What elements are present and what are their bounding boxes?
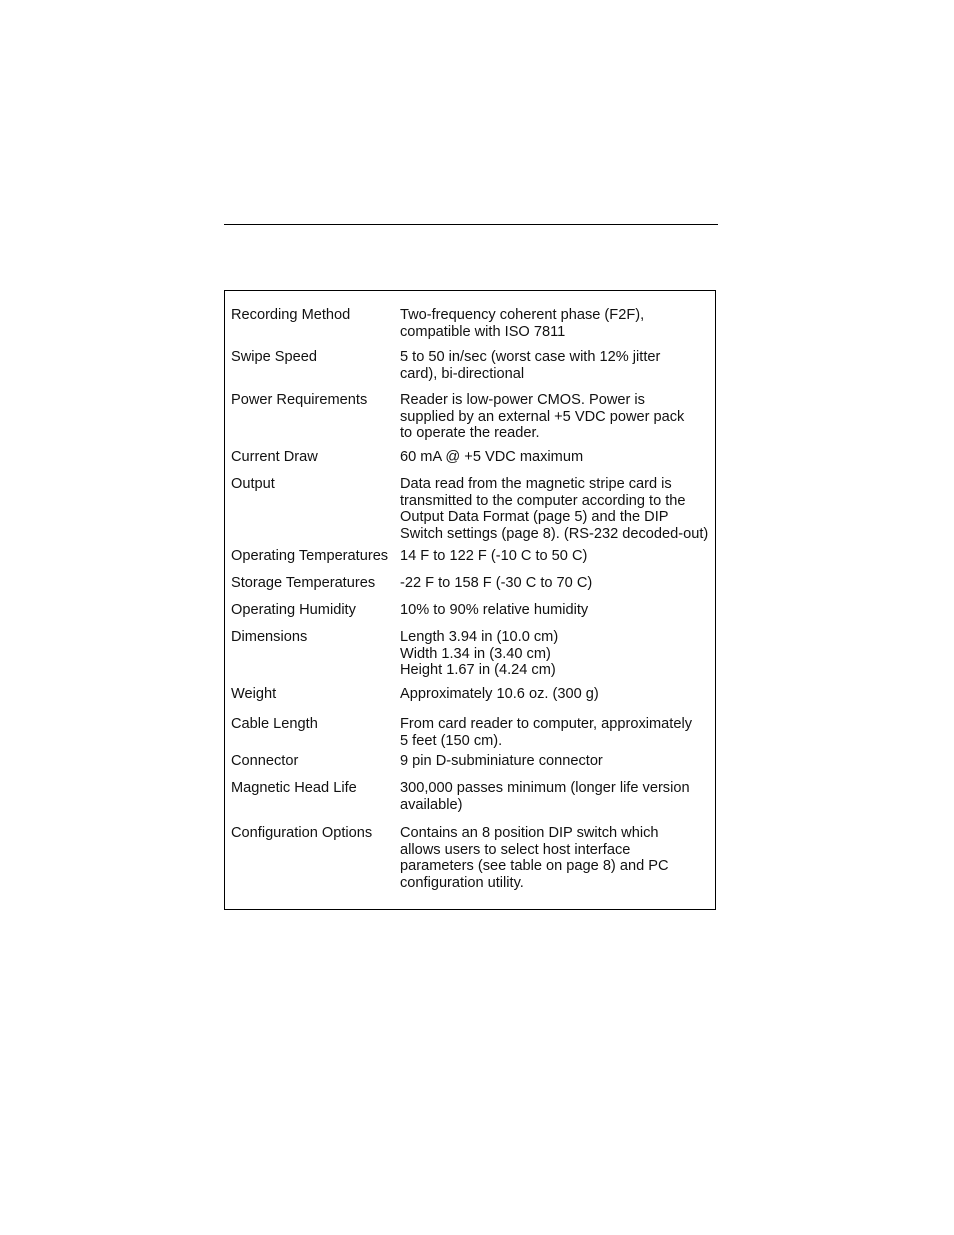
spec-value-line: allows users to select host interface bbox=[400, 841, 631, 858]
spec-value bbox=[400, 548, 718, 565]
spec-value bbox=[400, 716, 718, 749]
spec-value bbox=[400, 686, 718, 703]
spec-value bbox=[400, 307, 718, 340]
spec-label: Magnetic Head Life bbox=[231, 780, 357, 796]
spec-value-line: From card reader to computer, approximately bbox=[400, 716, 692, 732]
spec-value-line: Output Data Format (page 5) and the DIP bbox=[400, 509, 669, 526]
spec-label: Current Draw bbox=[231, 449, 318, 465]
spec-value-line: supplied by an external +5 VDC power pack bbox=[400, 408, 685, 425]
spec-value-line: Width 1.34 in (3.40 cm) bbox=[400, 645, 551, 662]
spec-label: Storage Temperatures bbox=[231, 575, 376, 591]
spec-value-line: 60 mA @ +5 VDC maximum bbox=[400, 449, 584, 465]
spec-value-line: Contains an 8 position DIP switch which bbox=[400, 825, 659, 841]
spec-label: Configuration Options bbox=[231, 825, 373, 841]
spec-value-line: compatible with ISO 7811 bbox=[400, 323, 566, 340]
spec-label: Cable Length bbox=[231, 716, 318, 732]
spec-value-line: Height 1.67 in (4.24 cm) bbox=[400, 662, 556, 679]
spec-value-line: transmitted to the computer according to the bbox=[400, 492, 686, 509]
spec-value-line: 14 F to 122 F (-10 C to 50 C) bbox=[400, 548, 588, 564]
spec-value-line: parameters (see table on page 8) and PC bbox=[400, 858, 669, 875]
spec-value bbox=[400, 449, 718, 466]
spec-value-line: card), bi-directional bbox=[400, 365, 525, 382]
spec-label: Connector bbox=[231, 753, 299, 769]
spec-value bbox=[400, 629, 718, 679]
spec-value-line: 10% to 90% relative humidity bbox=[400, 602, 589, 618]
spec-value-line: Switch settings (page 8). (RS-232 decoded-out) bbox=[400, 525, 709, 542]
spec-value-line: configuration utility. bbox=[400, 874, 524, 891]
spec-value bbox=[400, 349, 718, 382]
spec-value-line: 9 pin D-subminiature connector bbox=[400, 753, 603, 769]
spec-label: Power Requirements bbox=[231, 392, 368, 408]
spec-value-line: -22 F to 158 F (-30 C to 70 C) bbox=[400, 575, 593, 591]
spec-value bbox=[400, 602, 718, 619]
specifications-table bbox=[224, 290, 716, 910]
spec-value-line: Approximately 10.6 oz. (300 g) bbox=[400, 686, 599, 702]
spec-label: Dimensions bbox=[231, 629, 308, 645]
spec-value-line: available) bbox=[400, 796, 463, 813]
spec-value bbox=[400, 780, 718, 813]
spec-value bbox=[400, 825, 718, 891]
spec-value bbox=[400, 476, 718, 542]
spec-value-line: 5 feet (150 cm). bbox=[400, 732, 503, 749]
spec-label: Operating Humidity bbox=[231, 602, 356, 618]
spec-label: Weight bbox=[231, 686, 277, 702]
spec-value-line: 5 to 50 in/sec (worst case with 12% jitter bbox=[400, 349, 661, 365]
spec-label: Swipe Speed bbox=[231, 349, 318, 365]
spec-value-line: 300,000 passes minimum (longer life version bbox=[400, 780, 690, 796]
spec-value-line: Two-frequency coherent phase (F2F), bbox=[400, 307, 645, 323]
spec-value bbox=[400, 753, 718, 770]
spec-label: Output bbox=[231, 476, 275, 492]
spec-value-line: to operate the reader. bbox=[400, 425, 540, 442]
spec-label: Recording Method bbox=[231, 307, 351, 323]
spec-value-line: Data read from the magnetic stripe card is bbox=[400, 476, 672, 492]
spec-value bbox=[400, 575, 718, 592]
spec-value bbox=[400, 392, 718, 442]
top-rule bbox=[224, 224, 718, 225]
spec-value-line: Reader is low-power CMOS. Power is bbox=[400, 392, 645, 408]
spec-label: Operating Temperatures bbox=[231, 548, 389, 564]
spec-value-line: Length 3.94 in (10.0 cm) bbox=[400, 629, 559, 645]
